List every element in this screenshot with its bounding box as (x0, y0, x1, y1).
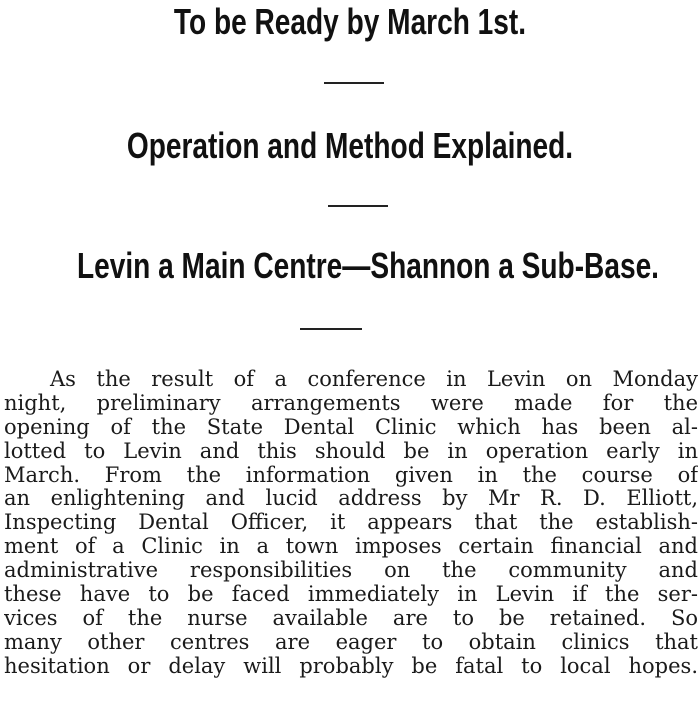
article-line: night, preliminary arrangements were made for the (4, 391, 698, 415)
article-line: As the result of a conference in Levin on Monday (50, 368, 698, 391)
article-line: vices of the nurse available are to be retained. So (4, 606, 698, 630)
divider-rule-1 (324, 82, 384, 84)
article-line: ment of a Clinic in a town imposes certain financial and (4, 535, 698, 559)
article-line: March. From the information given in the course of (4, 463, 698, 487)
headline-levin-shannon: Levin a Main Centre—Shannon a Sub-Base. (77, 245, 659, 286)
article-line: many other centres are eager to obtain clinics that (4, 630, 698, 654)
article-body (4, 368, 698, 679)
headline-ready-by-march: To be Ready by March 1st. (173, 1, 527, 42)
divider-rule-2 (328, 205, 388, 207)
article-line: hesitation or delay will probably be fatal to local hopes. (4, 654, 698, 678)
article-line: opening of the State Dental Clinic which has been al- (4, 415, 698, 439)
article-line: these have to be faced immediately in Levin if the ser- (4, 583, 698, 607)
headline-operation-method: Operation and Method Explained. (126, 125, 574, 166)
divider-rule-3 (300, 328, 362, 330)
article-line: lotted to Levin and this should be in operation early in (4, 439, 698, 463)
article-line: an enlightening and lucid address by Mr R. D. Elliott, (4, 487, 698, 511)
article-line: Inspecting Dental Officer, it appears that the establish- (4, 511, 698, 535)
article-line: administrative responsibilities on the community and (4, 559, 698, 583)
